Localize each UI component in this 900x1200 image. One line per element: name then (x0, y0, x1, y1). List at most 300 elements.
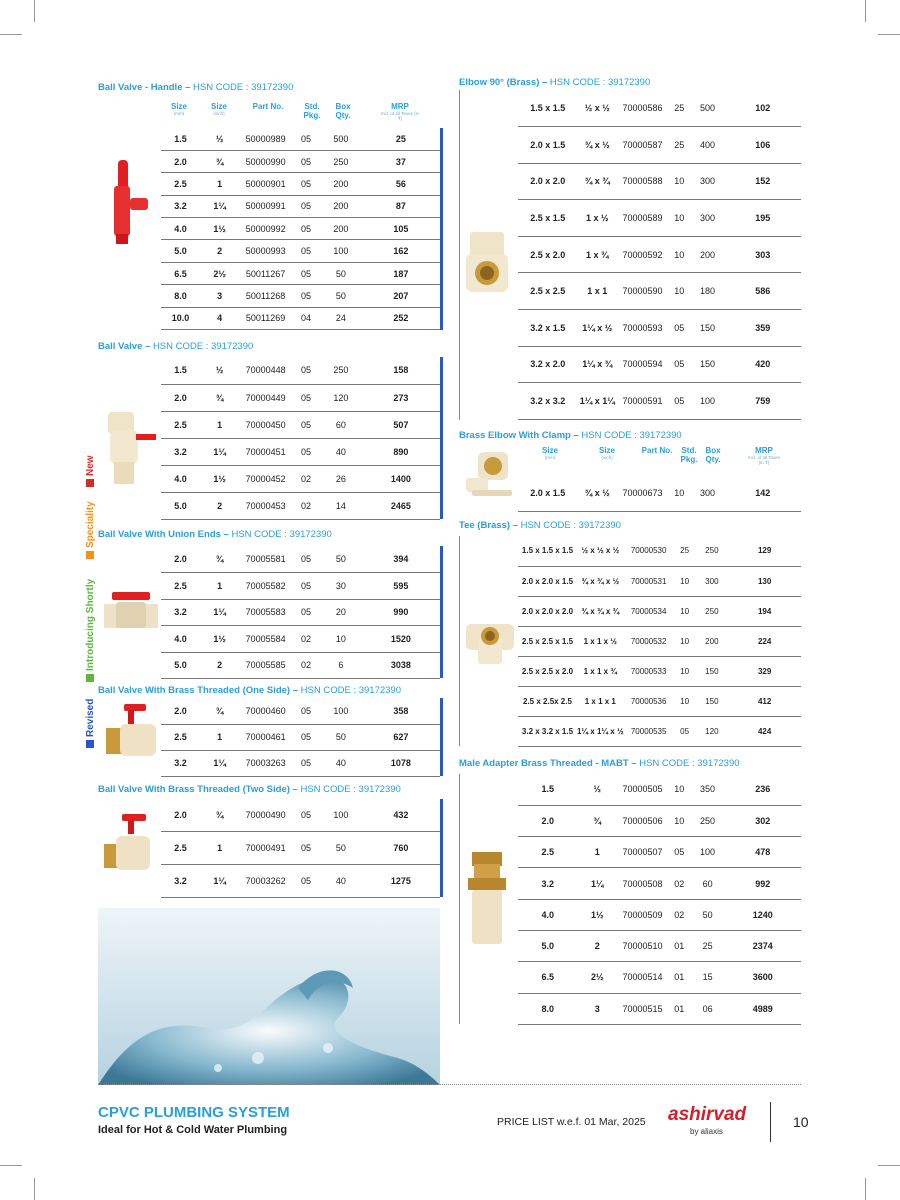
section-name: Brass Elbow With Clamp (459, 430, 571, 441)
header-std-pkg: Std. Pkg. (303, 102, 321, 120)
table-row (161, 218, 440, 240)
mrp-cell: 478 (725, 837, 801, 868)
hsn-code: HSN CODE : 39172390 (549, 77, 651, 88)
section-bar (440, 128, 443, 330)
std-pkg-cell: 25 (668, 90, 691, 127)
table-row (518, 868, 801, 899)
size-mm-cell: 1.5 (161, 128, 200, 150)
std-pkg-cell: 01 (668, 930, 691, 961)
std-pkg-cell: 10 (674, 656, 696, 686)
box-qty-cell: 40 (320, 864, 362, 897)
box-qty-cell: 200 (320, 218, 362, 240)
section-name: Ball Valve With Brass Threaded (Two Side) (98, 784, 290, 795)
box-qty-cell: 6 (320, 652, 362, 679)
mrp-cell: 627 (362, 724, 440, 750)
footer-title: CPVC PLUMBING SYSTEM (98, 1104, 290, 1121)
box-qty-cell: 120 (320, 384, 362, 411)
section-bar (440, 698, 443, 776)
std-pkg-cell: 04 (292, 307, 320, 329)
size-inch-cell: 3 (577, 993, 617, 1024)
size-mm-cell: 3.2 x 3.2 (518, 383, 577, 420)
size-inch-cell: 1¼ x 1¼ x ½ (577, 716, 624, 746)
mrp-cell: 252 (362, 307, 440, 329)
box-qty-cell: 180 (691, 273, 725, 310)
mrp-cell: 56 (362, 173, 440, 195)
part-no-cell: 70005581 (239, 546, 292, 573)
section-bar (459, 774, 460, 1024)
box-qty-cell: 150 (695, 686, 728, 716)
size-mm-cell: 5.0 (518, 930, 577, 961)
mrp-cell: 759 (725, 383, 801, 420)
hsn-code: HSN CODE : 39172390 (300, 685, 401, 696)
size-mm-cell: 2.5 (161, 724, 200, 750)
size-inch-cell: 1 x 1 x 1 (577, 686, 624, 716)
table-row (161, 438, 440, 465)
table-row (161, 546, 440, 573)
mrp-cell: 236 (725, 774, 801, 805)
table-row (161, 724, 440, 750)
size-inch-cell: ¾ x ¾ x ¾ (577, 596, 624, 626)
size-mm-cell: 6.5 (518, 962, 577, 993)
size-mm-cell: 1.5 x 1.5 x 1.5 (518, 536, 577, 566)
std-pkg-cell: 05 (292, 240, 320, 262)
ball-valve-brass-two-image (100, 808, 160, 874)
size-inch-cell: 1 (200, 411, 239, 438)
part-no-cell: 50011269 (239, 307, 292, 329)
section-bar (440, 357, 443, 519)
std-pkg-cell: 05 (292, 573, 320, 600)
table-row (518, 566, 801, 596)
part-no-cell: 70000509 (617, 899, 668, 930)
std-pkg-cell: 05 (292, 150, 320, 172)
part-no-cell: 70000536 (624, 686, 674, 716)
box-qty-cell: 50 (320, 724, 362, 750)
size-mm-cell: 5.0 (161, 652, 200, 679)
revised-marker (86, 740, 94, 748)
mrp-cell: 3038 (362, 652, 440, 679)
part-no-cell: 70000491 (239, 832, 292, 865)
mrp-cell: 595 (362, 573, 440, 600)
section-bar (440, 546, 443, 678)
size-inch-cell: 1½ (200, 465, 239, 492)
size-inch-cell: ¾ x ¾ x ½ (577, 566, 624, 596)
size-inch-cell: 1¼ x 1¼ (577, 383, 617, 420)
header-box-qty: Box Qty. (705, 446, 721, 464)
table-row (518, 273, 801, 310)
box-qty-cell: 50 (320, 546, 362, 573)
size-inch-cell: 1 x 1 x ½ (577, 626, 624, 656)
mrp-cell: 187 (362, 262, 440, 284)
box-qty-cell: 50 (320, 285, 362, 307)
speciality-marker (86, 551, 94, 559)
table-row (161, 357, 440, 384)
box-qty-cell: 400 (691, 127, 725, 164)
size-mm-cell: 3.2 (161, 438, 200, 465)
price-table (518, 475, 801, 512)
table-row (161, 864, 440, 897)
mrp-cell: 359 (725, 310, 801, 347)
box-qty-cell: 100 (320, 240, 362, 262)
part-no-cell: 70000452 (239, 465, 292, 492)
mrp-cell: 394 (362, 546, 440, 573)
size-mm-cell: 5.0 (161, 492, 200, 519)
header-part-no: Part No. (641, 446, 673, 455)
std-pkg-cell: 05 (292, 218, 320, 240)
box-qty-cell: 30 (320, 573, 362, 600)
mrp-cell: 1520 (362, 626, 440, 653)
section-bar (459, 90, 460, 420)
box-qty-cell: 200 (695, 626, 728, 656)
size-inch-cell: ¾ (200, 546, 239, 573)
section-bar (440, 799, 443, 897)
box-qty-cell: 250 (695, 596, 728, 626)
size-inch-cell: ¾ (200, 384, 239, 411)
box-qty-cell: 10 (320, 626, 362, 653)
table-row (161, 799, 440, 832)
part-no-cell: 70000510 (617, 930, 668, 961)
size-mm-cell: 2.5 x 2.5 (518, 273, 577, 310)
part-no-cell: 70000589 (617, 200, 668, 237)
table-row (518, 596, 801, 626)
table-row (161, 652, 440, 679)
std-pkg-cell: 05 (292, 285, 320, 307)
size-inch-cell: 1 x 1 x ¾ (577, 656, 624, 686)
size-mm-cell: 2.0 x 2.0 (518, 163, 577, 200)
mrp-cell: 1240 (725, 899, 801, 930)
mrp-cell: 3600 (725, 962, 801, 993)
crop-mark (34, 1178, 35, 1200)
size-inch-cell: 1¼ (200, 750, 239, 776)
section-title: Tee (Brass) – HSN CODE : 39172390 (459, 520, 621, 531)
size-mm-cell: 2.0 (161, 384, 200, 411)
section-name: Ball Valve With Brass Threaded (One Side) (98, 685, 291, 696)
mrp-cell: 303 (725, 236, 801, 273)
header-size-mm: Size (mm) (170, 102, 187, 116)
section-name: Ball Valve - Handle (98, 82, 183, 93)
std-pkg-cell: 10 (668, 273, 691, 310)
size-mm-cell: 4.0 (518, 899, 577, 930)
section-name: Ball Valve (98, 341, 143, 352)
size-mm-cell: 4.0 (161, 465, 200, 492)
part-no-cell: 70000448 (239, 357, 292, 384)
mrp-cell: 87 (362, 195, 440, 217)
box-qty-cell: 06 (691, 993, 725, 1024)
table-row (518, 163, 801, 200)
mrp-cell: 1078 (362, 750, 440, 776)
table-row (518, 805, 801, 836)
size-mm-cell: 2.5 x 1.5 (518, 200, 577, 237)
part-no-cell: 70000506 (617, 805, 668, 836)
std-pkg-cell: 05 (668, 383, 691, 420)
part-no-cell: 70000532 (624, 626, 674, 656)
box-qty-cell: 60 (691, 868, 725, 899)
box-qty-cell: 50 (320, 262, 362, 284)
mrp-cell: 432 (362, 799, 440, 832)
price-table (518, 774, 801, 1025)
size-inch-cell: ¾ x ¾ (577, 163, 617, 200)
mrp-cell: 129 (728, 536, 801, 566)
hsn-code: HSN CODE : 39172390 (520, 520, 621, 531)
box-qty-cell: 120 (695, 716, 728, 746)
mrp-cell: 412 (728, 686, 801, 716)
hsn-code: HSN CODE : 39172390 (639, 758, 740, 769)
table-row (518, 383, 801, 420)
part-no-cell: 70000461 (239, 724, 292, 750)
table-row (518, 626, 801, 656)
table-row (518, 236, 801, 273)
part-no-cell: 70000505 (617, 774, 668, 805)
size-mm-cell: 2.5 (161, 832, 200, 865)
size-inch-cell: ½ x ½ (577, 90, 617, 127)
std-pkg-cell: 05 (292, 799, 320, 832)
std-pkg-cell: 05 (292, 411, 320, 438)
header-mrp: MRP Incl. of all Taxes (in ₹) (380, 102, 420, 121)
price-list-date: PRICE LIST w.e.f. 01 Mar, 2025 (497, 1116, 646, 1128)
std-pkg-cell: 25 (674, 536, 696, 566)
footer-subtitle: Ideal for Hot & Cold Water Plumbing (98, 1124, 288, 1136)
price-table (161, 698, 440, 777)
hsn-code: HSN CODE : 39172390 (152, 341, 254, 352)
std-pkg-cell: 05 (292, 599, 320, 626)
part-no-cell: 50000993 (239, 240, 292, 262)
size-inch-cell: ¾ (200, 150, 239, 172)
size-mm-cell: 2.0 (161, 150, 200, 172)
part-no-cell: 70000515 (617, 993, 668, 1024)
table-row (161, 384, 440, 411)
size-mm-cell: 2.5 x 2.0 (518, 236, 577, 273)
section-name: Male Adapter Brass Threaded - MABT (459, 758, 629, 769)
part-no-cell: 50000989 (239, 128, 292, 150)
table-row (161, 599, 440, 626)
new-marker (86, 479, 94, 487)
box-qty-cell: 26 (320, 465, 362, 492)
part-no-cell: 70000514 (617, 962, 668, 993)
legend-speciality: Speciality (85, 501, 96, 559)
size-inch-cell: ½ x ½ x ½ (577, 536, 624, 566)
mrp-cell: 37 (362, 150, 440, 172)
part-no-cell: 70000591 (617, 383, 668, 420)
section-title: Male Adapter Brass Threaded - MABT – HSN CODE : 39172390 (459, 758, 740, 769)
box-qty-cell: 200 (691, 236, 725, 273)
part-no-cell: 70000594 (617, 346, 668, 383)
box-qty-cell: 300 (691, 200, 725, 237)
box-qty-cell: 200 (320, 173, 362, 195)
mrp-cell: 207 (362, 285, 440, 307)
box-qty-cell: 500 (691, 90, 725, 127)
box-qty-cell: 20 (320, 599, 362, 626)
size-inch-cell: ¾ (200, 799, 239, 832)
size-inch-cell: 1 (200, 573, 239, 600)
table-row (161, 128, 440, 150)
table-row (518, 837, 801, 868)
size-mm-cell: 1.5 (518, 774, 577, 805)
part-no-cell: 70000451 (239, 438, 292, 465)
std-pkg-cell: 10 (668, 236, 691, 273)
crop-mark (0, 34, 22, 35)
size-mm-cell: 8.0 (518, 993, 577, 1024)
section-name: Ball Valve With Union Ends (98, 529, 221, 540)
section-name: Tee (Brass) (459, 520, 511, 531)
box-qty-cell: 15 (691, 962, 725, 993)
table-row (161, 492, 440, 519)
mrp-cell: 105 (362, 218, 440, 240)
part-no-cell: 70000535 (624, 716, 674, 746)
crop-mark (865, 0, 866, 22)
box-qty-cell: 250 (320, 150, 362, 172)
part-no-cell: 70000450 (239, 411, 292, 438)
std-pkg-cell: 02 (668, 868, 691, 899)
table-row (161, 262, 440, 284)
mrp-cell: 273 (362, 384, 440, 411)
box-qty-cell: 40 (320, 438, 362, 465)
part-no-cell: 50000992 (239, 218, 292, 240)
part-no-cell: 50000991 (239, 195, 292, 217)
mrp-cell: 195 (725, 200, 801, 237)
section-title: Ball Valve With Union Ends – HSN CODE : 39172390 (98, 529, 332, 540)
part-no-cell: 70003262 (239, 864, 292, 897)
mrp-cell: 420 (725, 346, 801, 383)
std-pkg-cell: 02 (668, 899, 691, 930)
section-title: Brass Elbow With Clamp – HSN CODE : 39172390 (459, 430, 682, 441)
size-inch-cell: 1¼ x ¾ (577, 346, 617, 383)
size-inch-cell: 1¼ (200, 195, 239, 217)
table-row (518, 962, 801, 993)
std-pkg-cell: 05 (292, 546, 320, 573)
size-inch-cell: 1¼ (200, 864, 239, 897)
size-inch-cell: 1½ (200, 218, 239, 240)
std-pkg-cell: 05 (292, 173, 320, 195)
size-inch-cell: ¾ x ½ (577, 127, 617, 164)
size-mm-cell: 2.0 (161, 799, 200, 832)
mabt-image (464, 850, 510, 946)
std-pkg-cell: 05 (292, 128, 320, 150)
box-qty-cell: 14 (320, 492, 362, 519)
std-pkg-cell: 05 (668, 837, 691, 868)
std-pkg-cell: 05 (292, 384, 320, 411)
box-qty-cell: 300 (691, 163, 725, 200)
brass-elbow-image (462, 226, 512, 296)
size-mm-cell: 3.2 (161, 864, 200, 897)
size-mm-cell: 2.0 (518, 805, 577, 836)
mrp-cell: 130 (728, 566, 801, 596)
brass-tee-image (462, 608, 518, 666)
std-pkg-cell: 05 (292, 357, 320, 384)
mrp-cell: 4989 (725, 993, 801, 1024)
header-size-inch: Size (inch) (210, 102, 227, 116)
mrp-cell: 224 (728, 626, 801, 656)
table-row (161, 750, 440, 776)
box-qty-cell: 300 (695, 566, 728, 596)
header-box-qty: Box Qty. (335, 102, 351, 120)
std-pkg-cell: 10 (668, 163, 691, 200)
size-inch-cell: 3 (200, 285, 239, 307)
size-mm-cell: 2.0 (161, 698, 200, 724)
std-pkg-cell: 10 (668, 805, 691, 836)
header-std-pkg: Std. Pkg. (680, 446, 698, 464)
table-row (518, 90, 801, 127)
mrp-cell: 586 (725, 273, 801, 310)
part-no-cell: 70005584 (239, 626, 292, 653)
box-qty-cell: 500 (320, 128, 362, 150)
crop-mark (34, 0, 35, 22)
footer-divider (98, 1084, 801, 1085)
table-row (161, 195, 440, 217)
mrp-cell: 106 (725, 127, 801, 164)
std-pkg-cell: 05 (292, 864, 320, 897)
price-table (518, 90, 801, 420)
section-bar (459, 536, 460, 746)
table-row (161, 307, 440, 329)
table-row (518, 475, 801, 511)
mrp-cell: 424 (728, 716, 801, 746)
table-row (518, 716, 801, 746)
table-row (518, 346, 801, 383)
part-no-cell: 70000490 (239, 799, 292, 832)
size-mm-cell: 3.2 x 3.2 x 1.5 (518, 716, 577, 746)
legend-revised: Revised (85, 699, 96, 748)
size-inch-cell: 1½ (577, 899, 617, 930)
std-pkg-cell: 01 (668, 962, 691, 993)
mrp-cell: 102 (725, 90, 801, 127)
part-no-cell: 70000530 (624, 536, 674, 566)
std-pkg-cell: 05 (668, 310, 691, 347)
legend-introducing: Introducing Shortly (85, 579, 96, 682)
std-pkg-cell: 05 (292, 195, 320, 217)
size-mm-cell: 8.0 (161, 285, 200, 307)
size-inch-cell: ½ (200, 357, 239, 384)
size-mm-cell: 2.5 x 2.5x 2.5 (518, 686, 577, 716)
size-inch-cell: 1½ (200, 626, 239, 653)
part-no-cell: 70000590 (617, 273, 668, 310)
size-inch-cell: 2½ (577, 962, 617, 993)
part-no-cell: 50000901 (239, 173, 292, 195)
std-pkg-cell: 10 (674, 566, 696, 596)
part-no-cell: 70000449 (239, 384, 292, 411)
part-no-cell: 50011267 (239, 262, 292, 284)
part-no-cell: 70000533 (624, 656, 674, 686)
size-inch-cell: 1 (200, 173, 239, 195)
box-qty-cell: 250 (320, 357, 362, 384)
box-qty-cell: 250 (691, 805, 725, 836)
part-no-cell: 70003263 (239, 750, 292, 776)
box-qty-cell: 300 (691, 475, 725, 511)
box-qty-cell: 24 (320, 307, 362, 329)
std-pkg-cell: 10 (668, 774, 691, 805)
size-inch-cell: 2 (200, 492, 239, 519)
price-table (518, 536, 801, 747)
std-pkg-cell: 02 (292, 492, 320, 519)
table-row (518, 536, 801, 566)
section-title: Ball Valve - Handle – HSN CODE : 39172390 (98, 82, 294, 93)
crop-mark (878, 34, 900, 35)
std-pkg-cell: 10 (668, 475, 691, 511)
crop-mark (0, 1165, 22, 1166)
table-row (518, 993, 801, 1024)
section-title: Ball Valve With Brass Threaded (One Side) – HSN CODE : 39172390 (98, 685, 401, 696)
box-qty-cell: 250 (695, 536, 728, 566)
table-row (518, 686, 801, 716)
std-pkg-cell: 10 (674, 686, 696, 716)
size-mm-cell: 2.5 (161, 573, 200, 600)
table-row (161, 285, 440, 307)
ball-valve-union-image (102, 586, 160, 636)
crop-mark (878, 1165, 900, 1166)
std-pkg-cell: 25 (668, 127, 691, 164)
std-pkg-cell: 05 (292, 262, 320, 284)
std-pkg-cell: 05 (292, 438, 320, 465)
size-mm-cell: 2.0 x 2.0 x 1.5 (518, 566, 577, 596)
mrp-cell: 2374 (725, 930, 801, 961)
